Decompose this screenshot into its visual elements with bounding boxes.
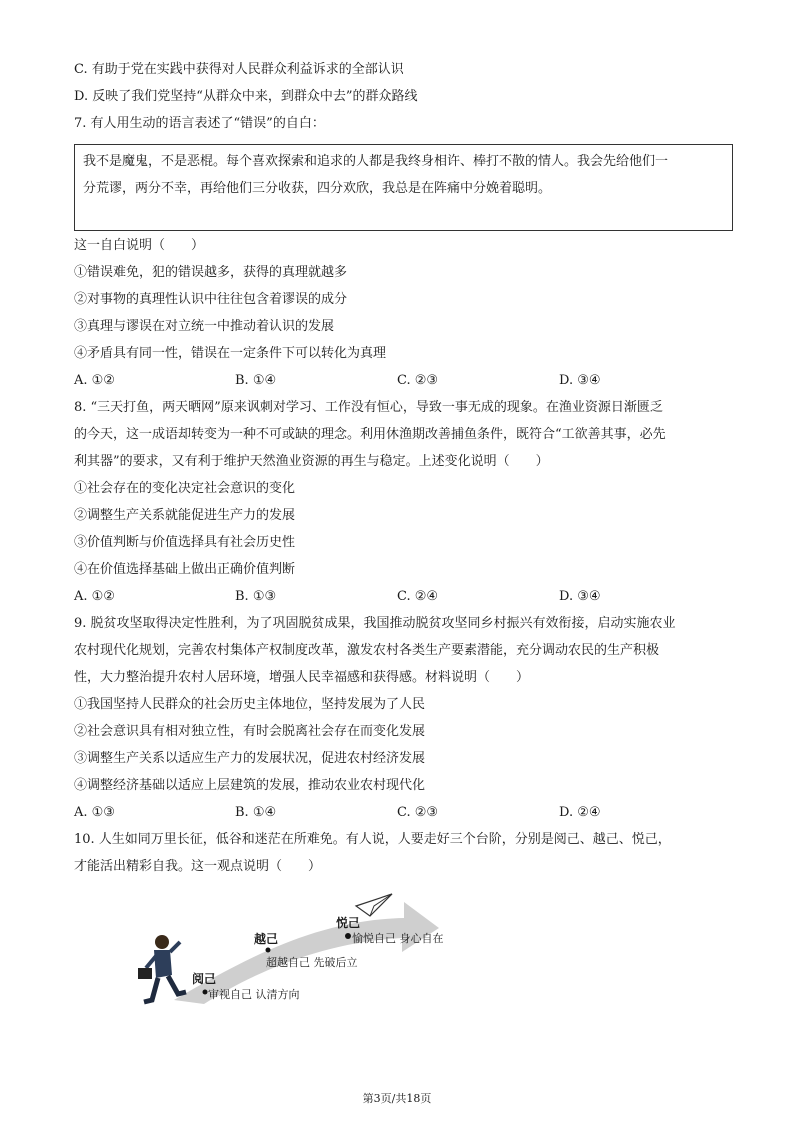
q9-item-2: ②社会意识具有相对独立性，有时会脱离社会存在而变化发展 bbox=[74, 724, 426, 739]
q9-item-3: ③调整生产关系以适应生产力的发展状况，促进农村经济发展 bbox=[74, 751, 426, 766]
step3-dot bbox=[345, 933, 351, 939]
quote-line-2: 分荒谬，两分不幸，再给他们三分收获，四分欢欣，我总是在阵痛中分娩着聪明。 bbox=[83, 181, 552, 196]
paper-plane-icon bbox=[356, 894, 392, 916]
q9-option-a[interactable]: A. ①③ bbox=[74, 805, 115, 820]
q9-item-1: ①我国坚持人民群众的社会历史主体地位，坚持发展为了人民 bbox=[74, 697, 426, 712]
q7-option-b[interactable]: B. ①④ bbox=[235, 373, 277, 388]
step2-label: 越己 bbox=[254, 932, 279, 946]
question-7-stem: 7. 有人用生动的语言表述了“错误”的自白： bbox=[74, 116, 325, 131]
q9-item-4: ④调整经济基础以适应上层建筑的发展，推动农业农村现代化 bbox=[74, 778, 426, 793]
option-c-prev: C. 有助于党在实践中获得对人民群众利益诉求的全部认识 bbox=[74, 62, 404, 77]
quote-line-1: 我不是魔鬼，不是恶棍。每个喜欢探索和追求的人都是我终身相许、棒打不散的情人。我会先给他们一 bbox=[83, 154, 669, 169]
q9-option-b[interactable]: B. ①④ bbox=[235, 805, 277, 820]
question-8-stem-3: 利其器”的要求，又有利于维护天然渔业资源的再生与稳定。上述变化说明（ ） bbox=[74, 454, 549, 469]
question-8-stem-1: 8. “三天打鱼，两天晒网”原来讽刺对学习、工作没有恒心，导致一事无成的现象。在渔业资源日渐匮乏 bbox=[74, 400, 663, 415]
three-steps-figure bbox=[134, 890, 494, 1015]
q7-item-1: ①错误难免，犯的错误越多，获得的真理就越多 bbox=[74, 265, 348, 280]
q8-option-a[interactable]: A. ①② bbox=[74, 589, 115, 604]
q9-option-d[interactable]: D. ②④ bbox=[559, 805, 601, 820]
q8-item-4: ④在价值选择基础上做出正确价值判断 bbox=[74, 562, 296, 577]
step3-text: 愉悦自己 身心自在 bbox=[352, 932, 444, 945]
step2-text: 超越自己 先破后立 bbox=[266, 956, 358, 969]
question-9-stem-2: 农村现代化规划，完善农村集体产权制度改革，激发农村各类生产要素潜能，充分调动农民的生产积极 bbox=[74, 643, 660, 658]
q7-option-d[interactable]: D. ③④ bbox=[559, 373, 601, 388]
q9-option-c[interactable]: C. ②③ bbox=[397, 805, 439, 820]
question-7-prompt: 这一自白说明（ ） bbox=[74, 238, 205, 253]
step2-dot bbox=[266, 948, 271, 953]
q8-option-b[interactable]: B. ①③ bbox=[235, 589, 277, 604]
step1-text: 审视自己 认清方向 bbox=[208, 988, 300, 1001]
q8-item-2: ②调整生产关系就能促进生产力的发展 bbox=[74, 508, 296, 523]
step1-label: 阅己 bbox=[192, 972, 217, 986]
question-9-stem-1: 9. 脱贫攻坚取得决定性胜利，为了巩固脱贫成果，我国推动脱贫攻坚同乡村振兴有效衔接，启动实施农业 bbox=[74, 616, 676, 631]
question-8-stem-2: 的今天，这一成语却转变为一种不可或缺的理念。利用休渔期改善捕鱼条件，既符合“工欲善其事，必先 bbox=[74, 427, 666, 442]
q8-item-1: ①社会存在的变化决定社会意识的变化 bbox=[74, 481, 296, 496]
q8-item-3: ③价值判断与价值选择具有社会历史性 bbox=[74, 535, 296, 550]
question-9-stem-3: 性，大力整治提升农村人居环境，增强人民幸福感和获得感。材料说明（ ） bbox=[74, 670, 530, 685]
step3-label: 悦己 bbox=[336, 916, 361, 930]
businessman-icon bbox=[138, 935, 186, 1002]
option-d-prev: D. 反映了我们党坚持“从群众中来，到群众中去”的群众路线 bbox=[74, 89, 418, 104]
quote-box bbox=[74, 144, 733, 231]
question-10-stem-2: 才能活出精彩自我。这一观点说明（ ） bbox=[74, 859, 322, 874]
q7-item-3: ③真理与谬误在对立统一中推动着认识的发展 bbox=[74, 319, 335, 334]
q8-option-c[interactable]: C. ②④ bbox=[397, 589, 439, 604]
question-10-stem-1: 10. 人生如同万里长征，低谷和迷茫在所难免。有人说，人要走好三个台阶，分别是阅己、越己、悦己， bbox=[74, 832, 671, 847]
q7-item-4: ④矛盾具有同一性，错误在一定条件下可以转化为真理 bbox=[74, 346, 387, 361]
step1-dot bbox=[203, 990, 208, 995]
q7-option-a[interactable]: A. ①② bbox=[74, 373, 115, 388]
q8-option-d[interactable]: D. ③④ bbox=[559, 589, 601, 604]
page-footer: 第3页/共18页 bbox=[362, 1092, 432, 1105]
q7-item-2: ②对事物的真理性认识中往往包含着谬误的成分 bbox=[74, 292, 348, 307]
q7-option-c[interactable]: C. ②③ bbox=[397, 373, 439, 388]
